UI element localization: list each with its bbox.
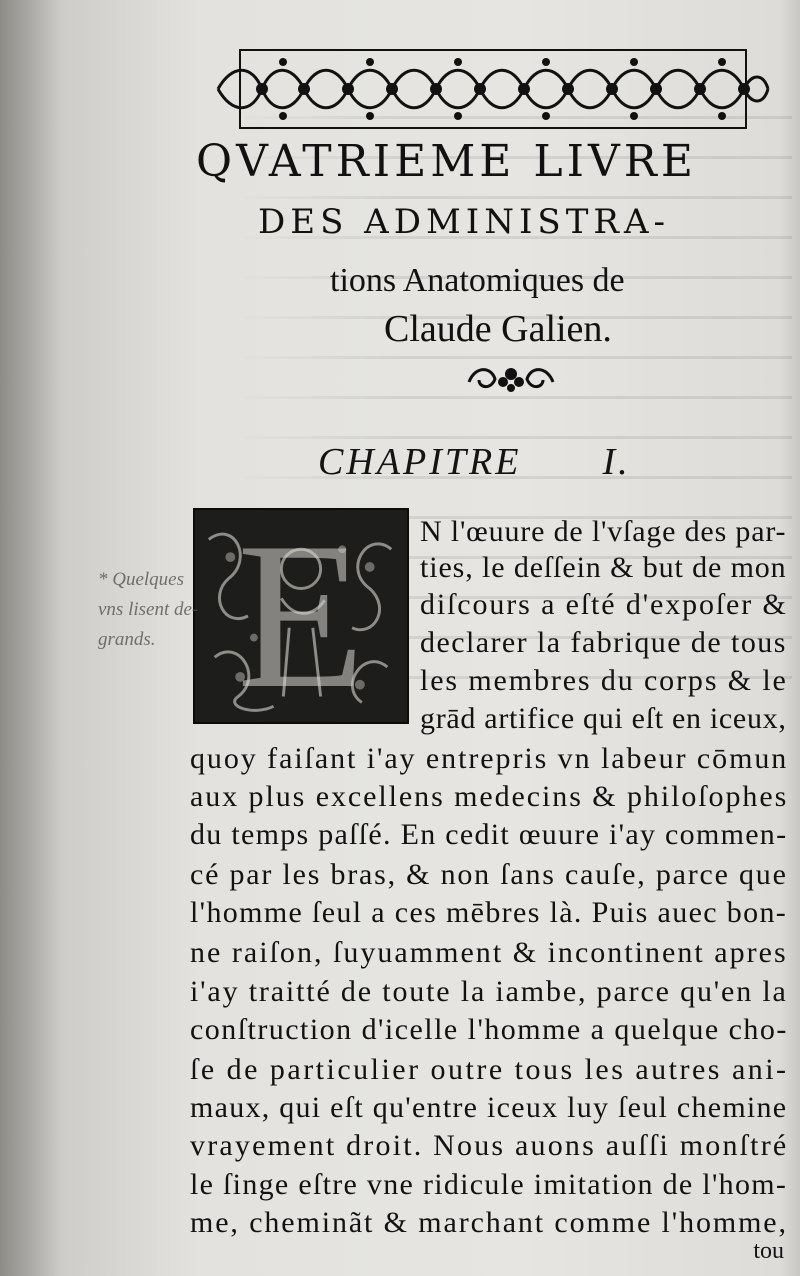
body-line: maux, qui eſt qu'entre iceux luy ſeul chemine (190, 1091, 788, 1124)
book-title-line-1: QVATRIEME LIVRE (196, 136, 697, 187)
body-line: i'ay traitté de toute la iambe, parce qu'en la (190, 975, 788, 1008)
ornamental-headband (212, 44, 774, 134)
book-title-line-3: tions Anatomiques de (330, 262, 625, 299)
body-line: grād artifice qui eſt en iceux, (420, 702, 787, 735)
chapter-label: CHAPITRE (318, 441, 522, 483)
marginal-note-line: grands. (98, 629, 156, 650)
marginal-note (98, 565, 198, 655)
initial-letter: E (236, 500, 366, 732)
catchword: tou (753, 1238, 784, 1264)
body-line: cé par les bras, & non ſans cauſe, parce que (190, 858, 788, 891)
body-line: vrayement droit. Nous auons auſſi monſtré (190, 1129, 789, 1162)
body-line: aux plus excellens medecins & philoſophes (190, 780, 789, 813)
book-title-line-2: DES ADMINISTRA- (258, 202, 671, 242)
fleuron-ornament (465, 362, 557, 396)
chapter-number: I. (602, 441, 631, 483)
body-line: les membres du corps & le (420, 664, 788, 697)
body-line: du temps paſſé. En cedit œuure i'ay commen- (190, 818, 788, 851)
chapter-heading (318, 440, 631, 484)
body-line: ties, le deſſein & but de mon (420, 551, 787, 584)
book-title-line-4: Claude Galien. (384, 308, 612, 350)
gutter-shadow (0, 0, 60, 1276)
marginal-note-line: vns lisent de- (98, 599, 199, 620)
body-line: quoy faiſant i'ay entrepris vn labeur cōmun (190, 742, 789, 775)
body-line: le ſinge eſtre vne ridicule imitation de l'hom- (190, 1168, 788, 1201)
body-line: N l'œuure de l'vſage des par- (420, 515, 787, 548)
body-line: diſcours a eſté d'expoſer & (420, 588, 788, 621)
body-line: conſtruction d'icelle l'homme a quelque cho- (190, 1013, 788, 1046)
body-line: ne raiſon, ſuyuamment & incontinent apres (190, 936, 788, 969)
body-line: me, cheminãt & marchant comme l'homme, (190, 1206, 788, 1239)
body-line: ſe de particulier outre tous les autres ani- (190, 1053, 789, 1086)
decorated-initial (193, 500, 409, 732)
marginal-note-line: * Quelques (98, 569, 185, 590)
body-line: declarer la fabrique de tous (420, 626, 787, 659)
body-line: l'homme ſeul a ces mēbres là. Puis auec bon- (190, 896, 788, 929)
